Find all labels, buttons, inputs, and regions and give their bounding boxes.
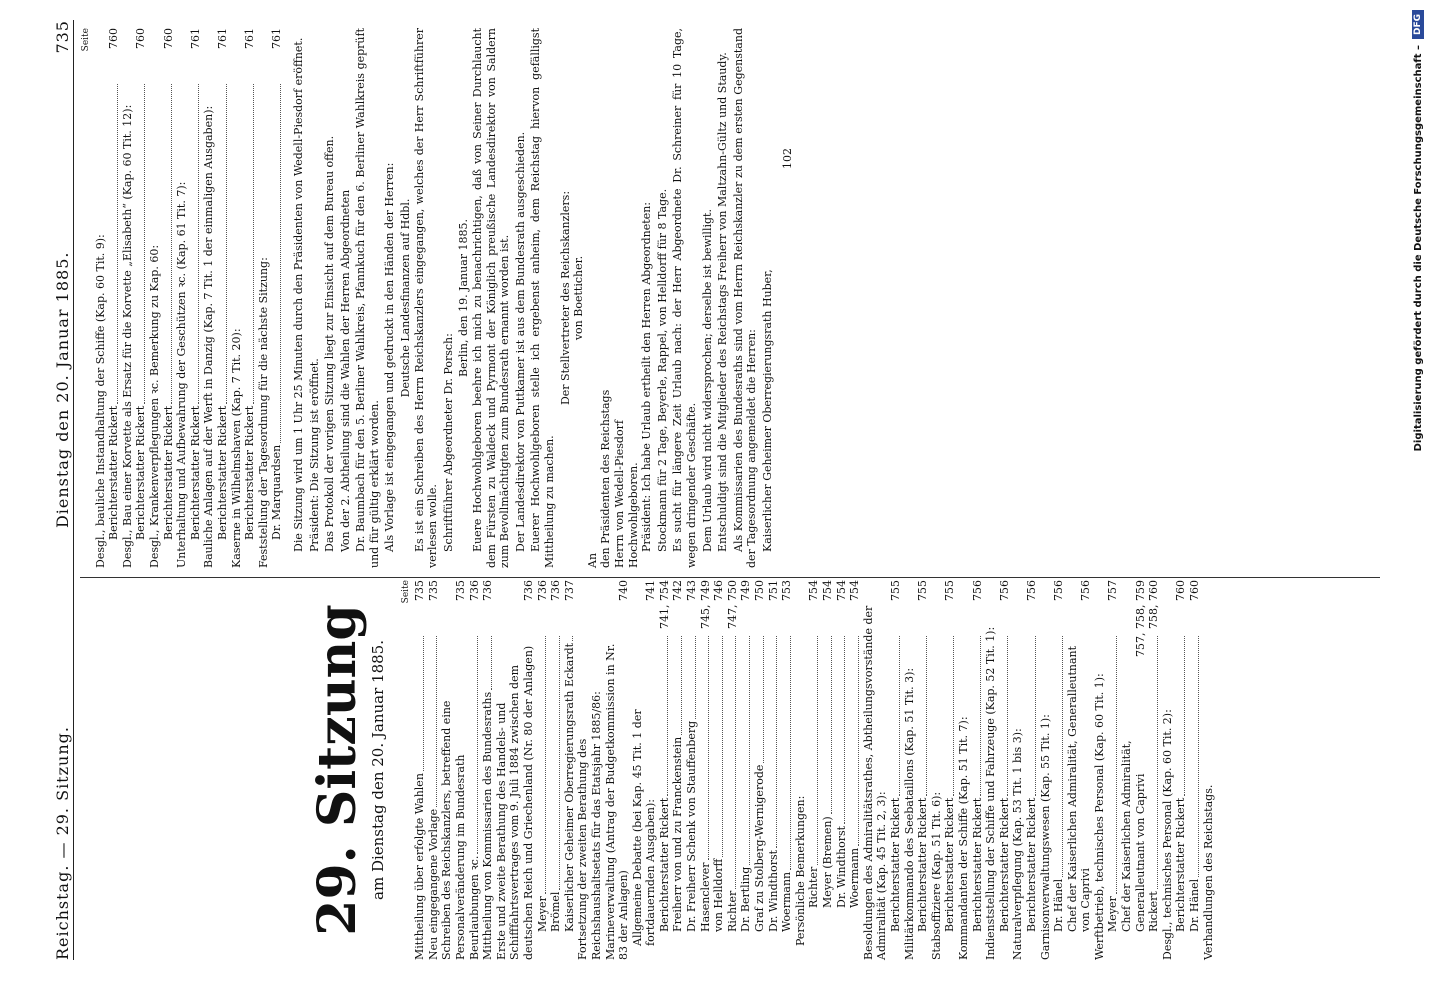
toc-entry: [413, 580, 427, 960]
toc-entry: [903, 580, 917, 960]
toc-entry: [658, 580, 672, 960]
toc-leader-dots: [436, 636, 437, 807]
toc-entry: [685, 580, 699, 960]
toc-page-number: 761: [243, 28, 257, 49]
toc-entry: [1039, 580, 1053, 960]
toc-entry-text: Fortsetzung der zweiten Berathung des Reichshaushaltsetats für das Etatsjahr 1885/86: Marineverwaltung (Antrag der Budgetkommission in Nr. 83 der Anlagen): [576, 643, 631, 960]
digitization-banner: [1406, 10, 1430, 990]
toc-entry-text: Berichterstatter Rickert: [888, 797, 902, 932]
toc-leader-dots: [1157, 636, 1158, 889]
toc-entry: [699, 580, 713, 960]
toc-leader-dots: [722, 636, 723, 857]
toc-entry: [1052, 580, 1066, 960]
toc-page-number: 742: [671, 580, 685, 601]
body-paragraph: Das Protokoll der vorigen Sitzung liegt zur Einsicht auf dem Bureau offen.: [323, 135, 337, 552]
toc-entry-text: Berichterstatter Rickert: [1024, 797, 1038, 932]
toc-entry-text: Meyer: [1106, 896, 1120, 932]
body-paragraph: Entschuldigt sind die Mitglieder des Reichstags Freiherr von Maltzahn-Gültz und Staudy.: [716, 52, 730, 552]
toc-page-number: 736: [549, 580, 563, 601]
toc-entry: [270, 28, 284, 568]
toc-page-number: 735: [413, 580, 427, 601]
toc-leader-dots: [226, 84, 227, 404]
toc-entry-text: Meyer (Bremen): [821, 816, 834, 908]
toc-leader-dots: [477, 636, 478, 854]
toc-entry: [1120, 580, 1147, 960]
toc-page-number: 756: [1079, 580, 1093, 601]
toc-entry: [631, 580, 658, 960]
toc-entry-text: Dr. Freiherr Schenk von Stauffenberg: [685, 720, 699, 932]
body-paragraph: An: [585, 552, 599, 568]
body-paragraph: Berlin, den 19. Januar 1885.: [457, 218, 471, 378]
toc-entry-text: Kaiserlicher Geheimer Oberregierungsrath Eckardt: [562, 642, 576, 932]
toc-leader-dots: [1184, 636, 1185, 796]
toc-page-number: 761: [270, 28, 284, 49]
toc-entry-text: Schreiben des Reichskanzlers, betreffend eine Personalveränderung im Bundesrath: [440, 700, 467, 960]
toc-entry-text: Desgl., technisches Personal (Kap. 60 Tit. 2):: [1160, 709, 1174, 960]
toc-page-number: 756: [1024, 580, 1038, 601]
body-paragraph: Dr. Baumbach für den 5. Berliner Wahlkreis, Pfannkuch für den 6. Berliner Wahlkreis geprüft und für gültig erklärt worden.: [354, 28, 381, 568]
body-paragraph: Die Sitzung wird um 1 Uhr 25 Minuten durch den Präsidenten von Wedell-Piesdorf eröffnet.: [291, 37, 305, 552]
right-column: [80, 28, 794, 568]
toc-page-number: 737: [562, 580, 576, 601]
toc-page-number: 754: [821, 580, 834, 601]
toc-entry-text: Dr. Marquardsen: [270, 444, 284, 540]
body-paragraph: Als Kommissarien des Bundesraths sind vom Herrn Reichskanzler zu dem ersten Gegenstand der Tagesordnung angemeldet die Herren:: [731, 28, 759, 568]
body-paragraph: Deutsche Landesfinanzen auf Hdbl.: [399, 198, 413, 398]
toc-entry-text: Richter: [725, 890, 739, 932]
toc-leader-dots: [1198, 636, 1199, 877]
toc-leader-dots: [117, 84, 118, 404]
toc-entry: [984, 580, 998, 960]
toc-leader-dots: [749, 636, 750, 865]
body-paragraph: Präsident: Ich habe Urlaub ertheilt den Herren Abgeordneten:: [640, 202, 654, 552]
signature-mark: 102: [780, 148, 794, 169]
toc-entry: [230, 28, 244, 568]
toc-page-number: 741, 754: [657, 580, 671, 629]
toc-entry-text: Berichterstatter Rickert: [107, 405, 121, 540]
toc-page-number: 747, 750: [725, 580, 739, 629]
toc-entry: [957, 580, 971, 960]
toc-entry: [794, 580, 808, 960]
toc-entry: [821, 580, 835, 960]
toc-leader-dots: [844, 636, 845, 824]
toc-entry: [971, 580, 985, 960]
toc-leader-dots: [559, 636, 560, 890]
toc-entry-text: Berichterstatter Rickert: [1174, 797, 1188, 932]
toc-entry: [1011, 580, 1025, 960]
toc-page-number: 760: [107, 28, 121, 49]
toc-leader-dots: [491, 636, 492, 690]
body-paragraph: den Präsidenten des Reichstags: [599, 389, 613, 568]
toc-entry-text: Freiherr von und zu Franckenstein: [671, 736, 685, 932]
toc-leader-dots: [926, 636, 927, 796]
toc-entry-text: Besoldungen des Admiralitätsrathes, Abtheilungsvorstände der Admiralität (Kap. 45 Tit. 2, 3):: [861, 605, 889, 960]
toc-entry-text: Woermann: [848, 847, 862, 908]
toc-leader-dots: [763, 636, 764, 763]
seite-label: Seite: [400, 580, 411, 604]
toc-entry: [243, 28, 257, 568]
running-header: [46, 20, 74, 960]
toc-leader-dots: [1116, 636, 1117, 894]
toc-entry-text: Stabsoffiziere (Kap. 51 Tit. 6):: [929, 791, 943, 960]
toc-entry-text: Beurlaubungen ꝛc.: [467, 855, 481, 960]
toc-entry-text: Bauliche Anlagen auf der Werft in Danzig (Kap. 7 Tit. 1 der einmaligen Ausgaben):: [202, 105, 216, 568]
seite-label-right: Seite: [81, 28, 91, 52]
toc-page-number: 760: [1174, 580, 1188, 601]
toc-entry-text: Berichterstatter Rickert: [161, 405, 175, 540]
session-subtitle: am Dienstag den 20. Januar 1885.: [369, 640, 387, 900]
toc-page-number: 755: [943, 580, 957, 601]
toc-entry-text: Graf zu Stolberg-Wernigerode: [753, 764, 767, 932]
toc-leader-dots: [695, 636, 696, 719]
toc-entry: [916, 580, 930, 960]
toc-entry-text: Desgl., Krankenverpflegungen ꝛc. Bemerkung zu Kap. 60:: [147, 244, 161, 568]
toc-leader-dots: [776, 636, 777, 848]
toc-entry: [1093, 580, 1107, 960]
toc-entry-text: Feststellung der Tagesordnung für die nächste Sitzung:: [256, 257, 270, 568]
proceedings-text: [292, 28, 775, 568]
body-paragraph: Der Landesdirektor von Puttkamer ist aus dem Bundesrath ausgeschieden.: [513, 131, 527, 552]
toc-entry: [1025, 580, 1039, 960]
body-paragraph: Von der 2. Abtheilung sind die Wahlen der Herren Abgeordneten: [338, 189, 352, 552]
toc-leader-dots: [198, 84, 199, 404]
toc-entry-text: Hasenclever: [698, 862, 712, 932]
toc-entry: [726, 580, 740, 960]
toc-entry: [848, 580, 862, 960]
toc-entry: [1202, 580, 1216, 960]
toc-leader-dots: [280, 84, 281, 443]
toc-entry-text: Berichterstatter Rickert: [943, 797, 957, 932]
toc-leader-dots: [980, 636, 981, 796]
toc-entry: [998, 580, 1012, 960]
toc-entry-text: Dr. Hänel: [1052, 878, 1066, 932]
body-paragraph: Als Vorlage ist eingegangen und gedruckt in den Händen der Herren:: [383, 162, 397, 552]
toc-entry-text: Berichterstatter Rickert: [970, 797, 984, 932]
toc-entry: [427, 580, 441, 960]
toc-entry-text: Allgemeine Debatte (bei Kap. 45 Tit. 1 der fortdauernden Ausgaben):: [630, 709, 658, 946]
body-paragraph: Es ist ein Schreiben des Herrn Reichskanzlers eingegangen, welches der Herr Schriftführer verlesen wolle.: [412, 28, 440, 568]
toc-page-number: 736: [535, 580, 549, 601]
toc-entry-text: Dr. Windthorst: [766, 849, 780, 932]
toc-entry-text: Dr. Bertling: [739, 866, 753, 932]
toc-entry-text: Desgl., Bau einer Korvette als Ersatz für die Korvette „Elisabeth“ (Kap. 60 Tit. 12):: [120, 104, 134, 568]
toc-leader-dots: [681, 636, 682, 735]
toc-page-number: 746: [712, 580, 726, 601]
toc-leader-dots: [423, 636, 424, 771]
digitization-note: Digitalisierung gefördert durch die Deutsche Forschungsgemeinschaft –: [1412, 45, 1424, 452]
toc-entry-text: Dr. Windthorst: [834, 825, 848, 908]
header-center: Dienstag den 20. Januar 1885.: [53, 251, 73, 529]
toc-entry-text: Berichterstatter Rickert: [188, 405, 202, 540]
toc-entry-text: Neu eingegangene Vorlage: [426, 808, 440, 960]
toc-entry: [107, 28, 121, 568]
body-paragraph: Der Stellvertreter des Reichskanzlers:: [558, 190, 572, 406]
body-paragraph: Präsident: Die Sitzung ist eröffnet.: [307, 358, 321, 552]
body-paragraph: Hochwohlgeboren.: [626, 462, 640, 568]
toc-page-number: 754: [848, 580, 862, 601]
toc-entry: [1174, 580, 1188, 960]
toc-page-number: 750: [753, 580, 767, 601]
toc-entry-text: Indienststellung der Schiffe und Fahrzeuge (Kap. 52 Tit. 1):: [984, 626, 998, 960]
toc-entry-text: Richter: [807, 866, 821, 908]
toc-entry: [753, 580, 767, 960]
toc-page-number: 760: [161, 28, 175, 49]
toc-entry: [1161, 580, 1175, 960]
toc-page-number: 760: [1188, 580, 1202, 601]
toc-page-number: 758, 760: [1147, 580, 1161, 629]
toc-entry: [1106, 580, 1120, 960]
table-of-contents-continued: [94, 28, 284, 568]
toc-entry: [481, 580, 495, 960]
toc-entry-text: Garnisonverwaltungswesen (Kap. 55 Tit. 1):: [1038, 714, 1052, 960]
toc-entry-text: Berichterstatter Rickert: [657, 797, 671, 932]
toc-page-number: 741: [644, 580, 658, 601]
toc-entry: [767, 580, 781, 960]
toc-entry-text: Erste und zweite Berathung des Handels- und Schifffahrtsvertrages vom 9. Juli 1884 zwischen dem deutschen Reich und Griechenland (Nr. 80 der Anlagen): [494, 645, 535, 960]
toc-page-number: 761: [188, 28, 202, 49]
toc-page-number: 754: [834, 580, 848, 601]
toc-page-number: 753: [780, 580, 794, 601]
toc-page-number: 757: [1106, 580, 1120, 601]
toc-entry-text: Mittheilung von Kommissarien des Bundesraths: [481, 691, 495, 960]
toc-entry-text: von Helldorff: [712, 858, 726, 932]
toc-entry: [576, 580, 630, 960]
column-divider: [80, 577, 1380, 578]
toc-entry: [495, 580, 536, 960]
body-paragraph: Herrn von Wedell-Piesdorf: [612, 420, 626, 568]
toc-page-number: 755: [916, 580, 930, 601]
body-paragraph: Kaiserlicher Geheimer Oberregierungsrath Huber,: [760, 269, 774, 552]
toc-entry-text: Mittheilung über erfolgte Wahlen: [413, 773, 427, 960]
toc-leader-dots: [1007, 636, 1008, 796]
toc-entry-text: Kaserne in Wilhelmshaven (Kap. 7 Tit. 20):: [229, 328, 243, 568]
toc-page-number: 745, 749: [698, 580, 712, 629]
toc-entry: [807, 580, 821, 960]
toc-entry-text: Berichterstatter Rickert: [215, 405, 229, 540]
toc-entry: [121, 28, 135, 568]
session-title: 29. Sitzung: [307, 604, 368, 936]
toc-entry: [943, 580, 957, 960]
toc-entry: [835, 580, 849, 960]
toc-entry: [930, 580, 944, 960]
toc-entry-text: Berichterstatter Rickert: [916, 797, 930, 932]
toc-entry-text: Naturalverpflegung (Kap. 53 Tit. 1 bis 3):: [1011, 728, 1025, 960]
toc-leader-dots: [253, 84, 254, 404]
toc-entry-text: Chef der Kaiserlichen Admiralität, Generalleutnant von Caprivi: [1065, 645, 1093, 932]
toc-entry-text: Berichterstatter Rickert: [134, 405, 148, 540]
toc-entry: [739, 580, 753, 960]
body-paragraph: Schriftführer Abgeordneter Dr. Porsch:: [441, 333, 455, 552]
toc-leader-dots: [572, 636, 573, 641]
toc-entry: [563, 580, 577, 960]
dfg-logo: DFG: [1412, 10, 1424, 39]
toc-leader-dots: [899, 636, 900, 796]
toc-entry: [202, 28, 216, 568]
toc-entry: [712, 580, 726, 960]
toc-leader-dots: [545, 636, 546, 894]
toc-entry: [1188, 580, 1202, 960]
toc-page-number: 749: [739, 580, 753, 601]
toc-page-number: 756: [997, 580, 1011, 601]
toc-entry-text: Brömel: [549, 891, 563, 932]
toc-leader-dots: [953, 636, 954, 796]
toc-page-number: 756: [970, 580, 984, 601]
toc-page-number: 757, 758, 759: [1133, 580, 1147, 657]
toc-page-number: 736: [521, 580, 535, 601]
toc-entry-text: Dr. Hänel: [1188, 878, 1202, 932]
toc-page-number: 743: [685, 580, 699, 601]
toc-page-number: 754: [807, 580, 821, 601]
toc-leader-dots: [831, 636, 832, 814]
toc-entry-text: Werftbetrieb, technisches Personal (Kap. 60 Tit. 1):: [1092, 673, 1106, 960]
toc-leader-dots: [1035, 636, 1036, 796]
toc-leader-dots: [1062, 636, 1063, 877]
toc-entry: [780, 580, 794, 960]
toc-entry-text: Unterhaltung und Aufbewahrung der Geschützen ꝛc. (Kap. 61 Tit. 7):: [175, 181, 189, 568]
toc-leader-dots: [667, 636, 668, 796]
toc-leader-dots: [171, 84, 172, 404]
toc-entry-text: Militärkommando des Seebataillons (Kap. 51 Tit. 3):: [902, 667, 916, 960]
toc-leader-dots: [708, 636, 709, 860]
toc-entry: [671, 580, 685, 960]
toc-entry: [862, 580, 889, 960]
toc-page-number: 740: [617, 580, 631, 601]
body-paragraph: Stockmann für 2 Tage, Beyerle, Rappel, von Helldorff für 8 Tage.: [655, 188, 669, 552]
toc-page-number: 755: [888, 580, 902, 601]
toc-entry-text: Chef der Kaiserlichen Admiralität, Generalleutnant von Caprivi: [1120, 740, 1147, 932]
toc-entry-text: Berichterstatter Rickert: [243, 405, 257, 540]
left-column: [80, 580, 1215, 960]
body-paragraph: von Boetticher.: [572, 255, 586, 341]
toc-page-number: 760: [134, 28, 148, 49]
toc-entry: [216, 28, 230, 568]
toc-entry: [889, 580, 903, 960]
toc-entry: [257, 28, 271, 568]
toc-leader-dots: [817, 636, 818, 865]
header-page-number: 735: [53, 20, 73, 54]
toc-entry: [134, 28, 148, 568]
toc-page-number: 735: [453, 580, 467, 601]
toc-leader-dots: [735, 636, 736, 889]
toc-entry: [148, 28, 162, 568]
body-paragraph: Dem Urlaub wird nicht widersprochen; derselbe ist bewilligt.: [700, 209, 714, 552]
toc-entry-text: Meyer: [535, 896, 549, 932]
toc-entry-text: Desgl., bauliche Instandhaltung der Schiffe (Kap. 60 Tit. 9):: [93, 234, 107, 568]
toc-entry: [162, 28, 176, 568]
toc-entry: [1066, 580, 1093, 960]
toc-page-number: 736: [481, 580, 495, 601]
toc-entry: [1147, 580, 1161, 960]
toc-entry-text: Woermann: [780, 871, 794, 932]
toc-entry: [440, 580, 467, 960]
toc-entry-text: Rickert: [1147, 891, 1161, 932]
toc-entry: [94, 28, 108, 568]
body-paragraph: Es sucht für längere Zeit Urlaub nach: der Herr Abgeordnete Dr. Schreiner für 10 Tage, wegen dringender Geschäfte.: [671, 28, 698, 568]
header-left: Reichstag. — 29. Sitzung.: [53, 726, 73, 960]
toc-leader-dots: [858, 636, 859, 846]
toc-entry: [175, 28, 189, 568]
toc-page-number: 736: [467, 580, 481, 601]
toc-entry-text: Verhandlungen des Reichstags.: [1201, 784, 1215, 960]
toc-entry: [549, 580, 563, 960]
body-paragraph: Euere Hochwohlgeboren beehre ich mich zu benachrichtigen, daß von Seiner Durchlaucht dem Fürsten zu Waldeck und Pyrmont der Königlich preußische Landesdirektor von Saldern zum Bevollmächtigten zum Bundesrath ernannt worden ist.: [471, 28, 512, 568]
toc-page-number: 751: [766, 580, 780, 601]
body-paragraph: Euerer Hochwohlgeboren stelle ich ergebenst anheim, dem Reichstag hiervon gefälligst Mittheilung zu machen.: [529, 28, 556, 568]
toc-leader-dots: [144, 84, 145, 404]
toc-leader-dots: [790, 636, 791, 870]
toc-entry: [536, 580, 550, 960]
toc-entry-text: Persönliche Bemerkungen:: [793, 795, 807, 946]
table-of-contents: [413, 580, 1215, 960]
toc-page-number: 735: [426, 580, 440, 601]
toc-page-number: 756: [1052, 580, 1066, 601]
toc-entry-text: Berichterstatter Rickert: [997, 797, 1011, 932]
document-page: [40, 0, 1410, 1000]
toc-entry-text: Kommandanten der Schiffe (Kap. 51 Tit. 7):: [956, 716, 970, 960]
toc-page-number: 761: [215, 28, 229, 49]
toc-entry: [468, 580, 482, 960]
toc-entry: [189, 28, 203, 568]
